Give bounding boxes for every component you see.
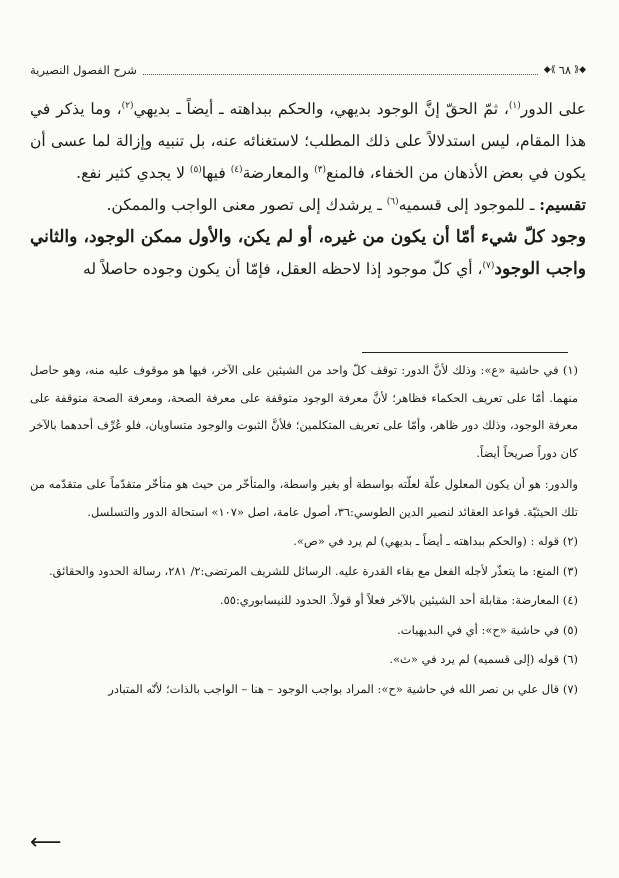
text-run: ، أي كلّ موجود إذا لاحظه العقل، فإمّا أن يكون وجوده حاصلاً له [83,260,483,278]
text-run: لا يجدي كثير نفع. [76,164,190,182]
footnote-ref[interactable]: (٥) [189,164,202,175]
footnotes [30,357,578,705]
footnote-ref[interactable]: (٤) [230,164,243,175]
section-heading: تقسيم: [539,195,586,214]
ornament-left: ⟫◆ [543,65,556,75]
text-run: ـ يرشدك إلى تصور معنى الواجب والممكن. [106,196,387,214]
book-title: شرح الفصول النصيرية [30,63,137,77]
footnote-6: (٦) قوله (إلى قسميه) لم يرد في «ث». [389,652,578,666]
footnote-5: (٥) في حاشية «ح»: أي في البديهيات. [397,622,578,637]
page-number-box [544,63,586,77]
continuation-arrow-icon: ⟵ [30,830,62,855]
running-header [30,60,586,80]
footnote-ref[interactable]: (١) [508,100,521,111]
ornament-right: ◆⟪ [574,65,586,75]
footnote-ref[interactable]: (٣) [314,164,326,175]
footnote-7: (٧) قال علي بن نصر الله في حاشية «ح»: المراد بواجب الوجود – هنا – الواجب بالذات؛ لأنّه المتبادر [108,681,578,696]
main-text [30,93,586,285]
paragraph-3 [30,221,586,285]
page-number: ٦٨ [558,63,572,77]
footnote-4: (٤) المعارضة: مقابلة أحد الشيئين بالآخر فعلاً أو قولاً. الحدود للنيسابوري:٥٥. [219,593,578,607]
paragraph-1 [30,93,586,189]
footnote-2: (٢) قوله : (والحكم ببداهته ـ أيضاً ـ بديهي) لم يرد في «ص». [293,534,578,548]
footnote-1-continuation: والدور: هو أن يكون المعلول علّة لعلّته بواسطة أو بغير واسطة، والمتأخّر من حيث هو متأخّر متقدّماً على متقدّمه من تلك الحيثيّة. قواعد العقائد لنصير الدين الطوسي:٣٦، أصول عامة، اصل «١٠٧» استحالة الدور والتسلسل. [30,477,578,519]
footnote-1: (١) في حاشية «ع»: وذلك لأنَّ الدور: توقف كلّ واحد من الشيئين على الآخر، فيها هو موقوف عليه منه، وهو حاصل منهما. أمّا على تعريف الحكماء فظاهر؛ لأنَّ معرفة الوجود متوقفة على معرفة الصحة، ومعرفة الصحة متوقفة على معرفة الوجود، وذلك دور ظاهر، وأمّا على تعريف المتكلمين؛ فلأنَّ الثبوت والوجود متساويان، فلو عُرِّف أحدهما بالآخر كان دوراً صريحاً أيضاً. [30,363,578,460]
header-dotted-leader [143,66,538,75]
footnote-ref[interactable]: (٧) [482,260,495,271]
text-run: على الدور [520,100,586,118]
footnote-3: (٣) المنع: ما يتعذّر لأجله الفعل مع بقاء القدرة عليه. الرسائل للشريف المرتضى:٢/ ٢٨١، رسالة الحدود والحقائق. [48,563,578,578]
paragraph-2 [30,189,586,221]
text-run: ـ للموجود إلى قسميه [398,196,540,214]
matn-text: وجود كلّ شيء أمّا أن يكون من غيره، أو لم يكن، والأول ممكن الوجود، والثاني واجب الوجود [30,227,586,279]
text-run: ، وما يذكر في هذا المقام، ليس استدلالاً على ذلك المطلب؛ لاستغنائه عنه، بل تنبيه وإزالة لما عسى أن يكون في بعض الأذهان من الخفاء، فالمنع [30,100,586,182]
footnote-separator [362,352,568,353]
text-run: فيها [201,164,231,182]
footnote-ref[interactable]: (٦) [386,196,399,207]
text-run: ، ثمّ الحقّ إنَّ الوجود بديهي، والحكم ببداهته ـ أيضاً ـ بديهي [133,100,509,118]
footnote-ref[interactable]: (٢) [121,100,134,111]
text-run: والمعارضة [242,164,315,182]
